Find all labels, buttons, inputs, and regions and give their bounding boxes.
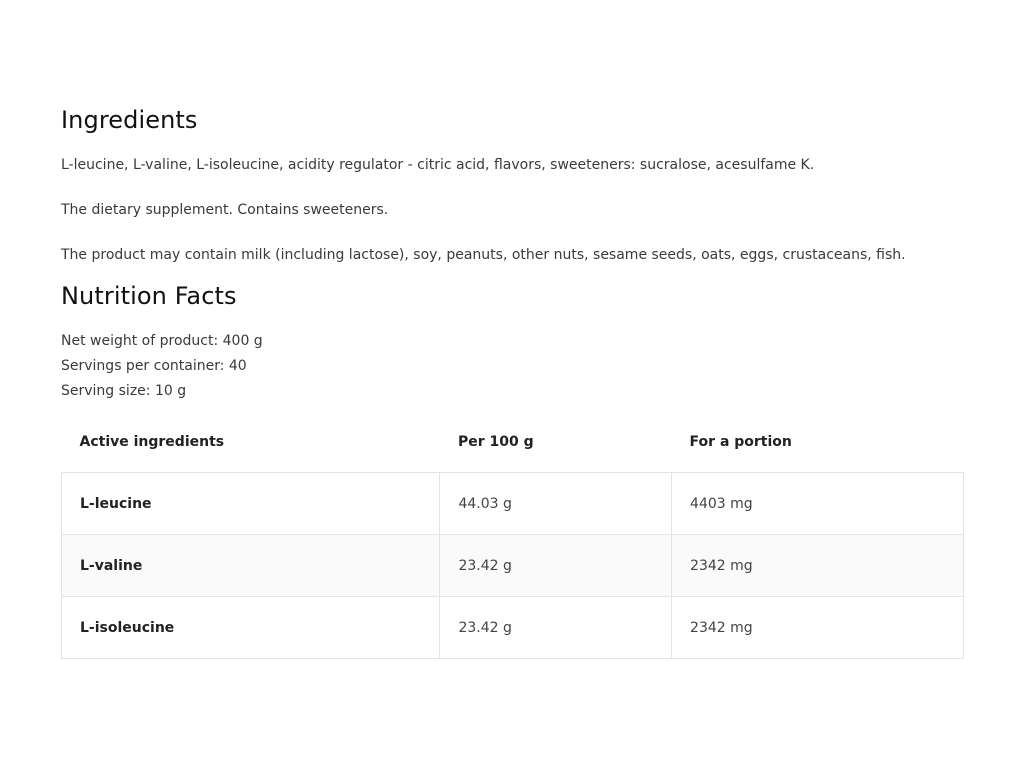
ingredients-heading: Ingredients — [61, 106, 198, 134]
column-header-active-ingredients: Active ingredients — [79, 434, 225, 450]
ingredient-name: L-isoleucine — [62, 597, 440, 659]
per-portion-value: 2342 mg — [672, 535, 964, 597]
servings-per-container: Servings per container: 40 — [61, 358, 247, 374]
per-portion-value: 2342 mg — [672, 597, 964, 659]
table-row — [62, 597, 964, 659]
serving-size: Serving size: 10 g — [61, 383, 187, 399]
per-portion-value: 4403 mg — [672, 473, 964, 535]
ingredient-name: L-valine — [62, 535, 440, 597]
per-100g-value: 23.42 g — [440, 535, 672, 597]
nutrition-table — [61, 412, 964, 659]
ingredients-composition: L-leucine, L-valine, L-isoleucine, acidity regulator - citric acid, flavors, sweeteners: sucralose, acesulfame K. — [61, 157, 815, 173]
nutrition-facts-heading: Nutrition Facts — [61, 282, 237, 310]
supplement-note: The dietary supplement. Contains sweeteners. — [61, 202, 389, 218]
column-header-per-portion: For a portion — [689, 434, 792, 450]
net-weight: Net weight of product: 400 g — [61, 333, 263, 349]
ingredient-name: L-leucine — [62, 473, 440, 535]
nutrition-facts-summary — [61, 329, 964, 404]
column-header-per-100g: Per 100 g — [457, 434, 534, 450]
product-details-content — [61, 104, 964, 659]
table-header-row — [62, 412, 964, 473]
per-100g-value: 44.03 g — [440, 473, 672, 535]
allergen-note: The product may contain milk (including lactose), soy, peanuts, other nuts, sesame seeds, oats, eggs, crustaceans, fish. — [61, 247, 906, 263]
per-100g-value: 23.42 g — [440, 597, 672, 659]
table-row — [62, 473, 964, 535]
table-row — [62, 535, 964, 597]
